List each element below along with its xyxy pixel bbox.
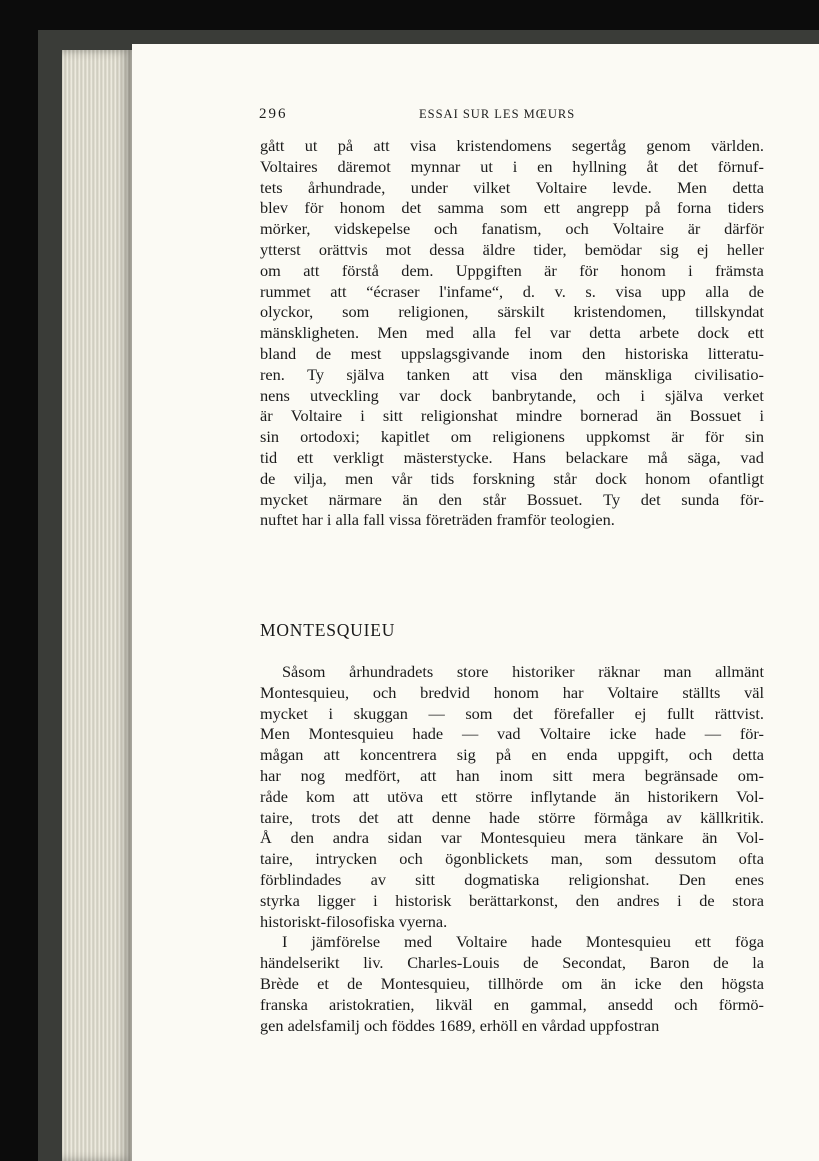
- text-line: mänskligheten. Men med alla fel var detta arbete dock ett: [260, 323, 764, 343]
- text-line: råde kom att utöva ett större inflytande än historikern Vol-: [260, 786, 764, 806]
- text-line: I jämförelse med Voltaire hade Montesquieu ett föga: [282, 932, 764, 952]
- text-line: mycket i skuggan — som det förefaller ej fullt rättvist.: [260, 703, 764, 723]
- running-head: [259, 106, 764, 126]
- running-title: ESSAI SUR LES MŒURS: [419, 107, 576, 121]
- text-line: bland de mest uppslagsgivande inom den historiska litteratu-: [260, 343, 764, 363]
- text-line: nens utveckling var dock banbrytande, och i själva verket: [260, 385, 764, 405]
- text-line: ren. Ty själva tanken att visa den mänskliga civilisatio-: [260, 364, 764, 384]
- text-line: olyckor, som religionen, särskilt kristendomen, tillskyndat: [260, 302, 764, 322]
- paragraph-montesquieu-intro: [260, 662, 764, 932]
- text-line: Montesquieu, och bredvid honom har Voltaire ställts väl: [260, 682, 764, 702]
- text-line: Brède et de Montesquieu, tillhörde om än icke den högsta: [260, 973, 764, 993]
- text-line: Å den andra sidan var Montesquieu mera tänkare än Vol-: [260, 828, 764, 848]
- text-line: har nog medfört, att han inom sitt mera begränsade om-: [260, 765, 764, 785]
- text-line: Men Montesquieu hade — vad Voltaire icke hade — för-: [260, 724, 764, 744]
- text-line: taire, trots det att denne hade större förmåga av källkritik.: [260, 807, 764, 827]
- text-line: blev för honom det samma som ett angrepp på forna tiders: [260, 198, 764, 218]
- text-line: tets århundrade, under vilket Voltaire levde. Men detta: [260, 177, 764, 197]
- paragraph-montesquieu-life: [260, 932, 764, 1036]
- section-title: MONTESQUIEU: [260, 620, 396, 640]
- text-line: rummet att “écraser l'infame“, d. v. s. visa upp alla de: [260, 281, 764, 301]
- text-line: styrka ligger i historisk berättarkonst, den andres i de stora: [260, 890, 764, 910]
- book-page: [132, 44, 819, 1161]
- text-line: Såsom århundradets store historiker räknar man allmänt: [282, 662, 764, 681]
- text-line: tid ett verkligt mästerstycke. Hans belackare må säga, vad: [260, 447, 764, 467]
- section-montesquieu: [260, 620, 764, 1036]
- text-line: mycket närmare än den står Bossuet. Ty det sunda för-: [260, 489, 764, 509]
- text-line: historiskt-filosofiska vyerna.: [260, 911, 448, 931]
- text-line: mörker, vidskepelse och fanatism, och Voltaire är därför: [260, 219, 764, 239]
- page-number: 296: [259, 106, 288, 122]
- text-line: taire, intrycken och ögonblickets man, som dessutom ofta: [260, 849, 764, 869]
- text-line: Voltaires däremot mynnar ut i en hyllning åt det förnuf-: [260, 156, 764, 176]
- text-line: gått ut på att visa kristendomens segertåg genom världen.: [260, 136, 764, 155]
- page-edges: [62, 50, 132, 1161]
- text-line: franska aristokratien, likväl en gammal, ansedd och förmö-: [260, 994, 764, 1014]
- text-line: gen adelsfamilj och föddes 1689, erhöll en vårdad uppfostran: [260, 1015, 660, 1035]
- text-line: ytterst orättvis mot dessa äldre tider, bemödar sig ej heller: [260, 239, 764, 259]
- paragraph-voltaire: [260, 136, 764, 531]
- text-line: förblindades av sitt dogmatiska religionshat. Den enes: [260, 869, 764, 889]
- text-line: om att förstå dem. Uppgiften är för honom i främsta: [260, 260, 764, 280]
- text-line: sin ortodoxi; kapitlet om religionens uppkomst är för sin: [260, 427, 764, 447]
- text-line: är Voltaire i sitt religionshat mindre bornerad än Bossuet i: [260, 406, 764, 426]
- text-line: mågan att koncentrera sig på en enda uppgift, och detta: [260, 745, 764, 765]
- text-line: händelserikt liv. Charles-Louis de Secondat, Baron de la: [260, 953, 764, 973]
- text-line: de vilja, men vår tids forskning står dock honom ofantligt: [260, 468, 764, 488]
- text-line: nuftet har i alla fall vissa företräden framför teologien.: [260, 510, 615, 530]
